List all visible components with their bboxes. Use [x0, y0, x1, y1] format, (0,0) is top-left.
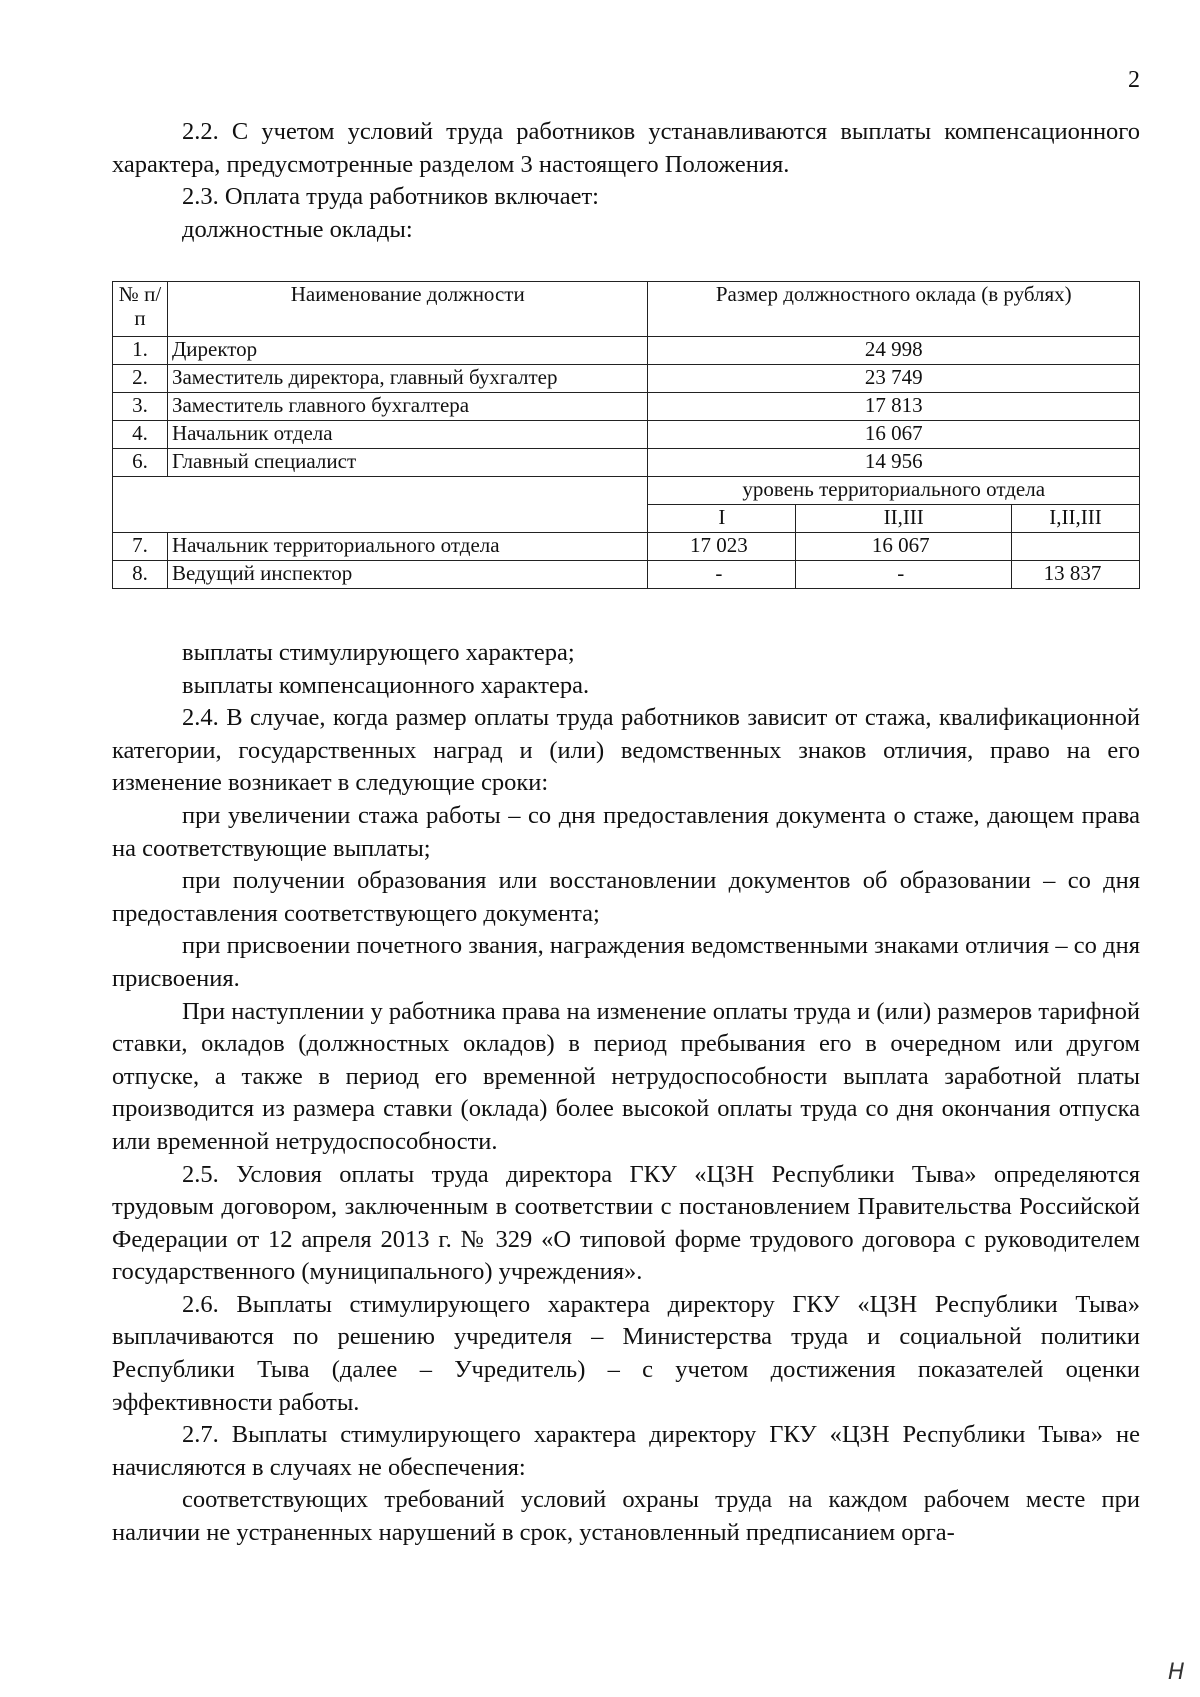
- paragraph-2-6: 2.6. Выплаты стимулирующего характера директору ГКУ «ЦЗН Республики Тыва» выплачиваются по решению учредителя – Министерства труда и социальной политики Республики Тыва (далее – Учредитель) – с учетом достижения показателей оценки эффективности работы.: [112, 1290, 1140, 1416]
- row-num: 3.: [113, 393, 168, 421]
- level-ii-iii: II,III: [796, 505, 1012, 533]
- row-position: Директор: [167, 337, 648, 365]
- row-level-value: -: [648, 561, 796, 589]
- header-position: Наименование должности: [167, 282, 648, 337]
- row-num: 2.: [113, 365, 168, 393]
- row-level-value: 16 067: [796, 533, 1012, 561]
- table-row: [113, 533, 1140, 561]
- paragraph-experience: при увеличении стажа работы – со дня предоставления документа о стаже, дающем права на соответствующие выплаты;: [112, 801, 1140, 862]
- table-header-row: [113, 282, 1140, 337]
- paragraph-2-3: 2.3. Оплата труда работников включает:: [182, 183, 599, 211]
- body-section: [112, 637, 1140, 1550]
- row-position: Ведущий инспектор: [167, 561, 648, 589]
- paragraph-2-2: 2.2. С учетом условий труда работников устанавливаются выплаты компенсационного характера, предусмотренные разделом 3 настоящего Положения.: [112, 118, 1140, 178]
- row-position: Главный специалист: [167, 449, 648, 477]
- paragraph-2-7: 2.7. Выплаты стимулирующего характера директору ГКУ «ЦЗН Республики Тыва» не начисляются в случаях не обеспечения:: [112, 1421, 1140, 1481]
- table-row: [113, 393, 1140, 421]
- row-num: 1.: [113, 337, 168, 365]
- paragraph-education: при получении образования или восстановлении документов об образовании – со дня предоставления соответствующего документа;: [112, 867, 1140, 927]
- row-num: 8.: [113, 561, 168, 589]
- table-row: [113, 337, 1140, 365]
- level-i: I: [648, 505, 796, 533]
- header-num: № п/п: [113, 282, 168, 337]
- paragraph-salaries-label: должностные оклады:: [182, 215, 413, 243]
- paragraph-labor-safety: соответствующих требований условий охраны труда на каждом рабочем месте при наличии не устраненных нарушений в срок, установленный предписанием орга-: [112, 1486, 1140, 1547]
- paragraph-compensating: выплаты компенсационного характера.: [182, 671, 590, 699]
- header-salary: Размер должностного оклада (в рублях): [648, 282, 1140, 337]
- paragraph-vacation: При наступлении у работника права на изменение оплаты труда и (или) размеров тарифной ставки, окладов (должностных окладов) в период пребывания его в очередном или другом отпуске, а также в период его временной нетрудоспособности выплата заработной платы производится из размера ставки (оклада) более высокой оплаты труда со дня окончания отпуска или временной нетрудоспособности.: [112, 997, 1140, 1155]
- row-salary: 17 813: [648, 393, 1140, 421]
- row-num: 7.: [113, 533, 168, 561]
- level-header-empty: [113, 477, 648, 533]
- table-row: [113, 365, 1140, 393]
- row-salary: 16 067: [648, 421, 1140, 449]
- row-salary: 23 749: [648, 365, 1140, 393]
- row-salary: 24 998: [648, 337, 1140, 365]
- row-level-value: 17 023: [648, 533, 796, 561]
- salary-table: [112, 281, 1140, 589]
- paragraph-2-5: 2.5. Условия оплаты труда директора ГКУ «ЦЗН Республики Тыва» определяются трудовым договором, заключенным в соответствии с постановлением Правительства Российской Федерации от 12 апреля 2013 г. № 329 «О типовой форме трудового договора с руководителем государственного (муниципального) учреждения».: [112, 1160, 1140, 1286]
- table-row: [113, 421, 1140, 449]
- row-level-value: -: [796, 561, 1012, 589]
- table-row: [113, 449, 1140, 477]
- paragraph-stimulating: выплаты стимулирующего характера;: [182, 639, 575, 666]
- row-level-value: 13 837: [1012, 561, 1140, 589]
- row-position: Начальник территориального отдела: [167, 533, 648, 561]
- intro-section: [112, 116, 1140, 246]
- table-row: [113, 561, 1140, 589]
- row-salary: 14 956: [648, 449, 1140, 477]
- row-num: 6.: [113, 449, 168, 477]
- row-num: 4.: [113, 421, 168, 449]
- row-position: Заместитель главного бухгалтера: [167, 393, 648, 421]
- level-header-row: [113, 477, 1140, 505]
- handwritten-mark: Н: [1168, 1660, 1185, 1685]
- page-number: 2: [1128, 67, 1140, 93]
- row-position: Заместитель директора, главный бухгалтер: [167, 365, 648, 393]
- paragraph-2-4: 2.4. В случае, когда размер оплаты труда работников зависит от стажа, квалификационной категории, государственных наград и (или) ведомственных знаков отличия, право на его изменение возникает в следующие сроки:: [112, 704, 1140, 797]
- row-position: Начальник отдела: [167, 421, 648, 449]
- level-i-ii-iii: I,II,III: [1012, 505, 1140, 533]
- row-level-value: [1012, 533, 1140, 561]
- level-header: уровень территориального отдела: [648, 477, 1140, 505]
- paragraph-honorary: при присвоении почетного звания, награждения ведомственными знаками отличия – со дня присвоения.: [112, 932, 1140, 992]
